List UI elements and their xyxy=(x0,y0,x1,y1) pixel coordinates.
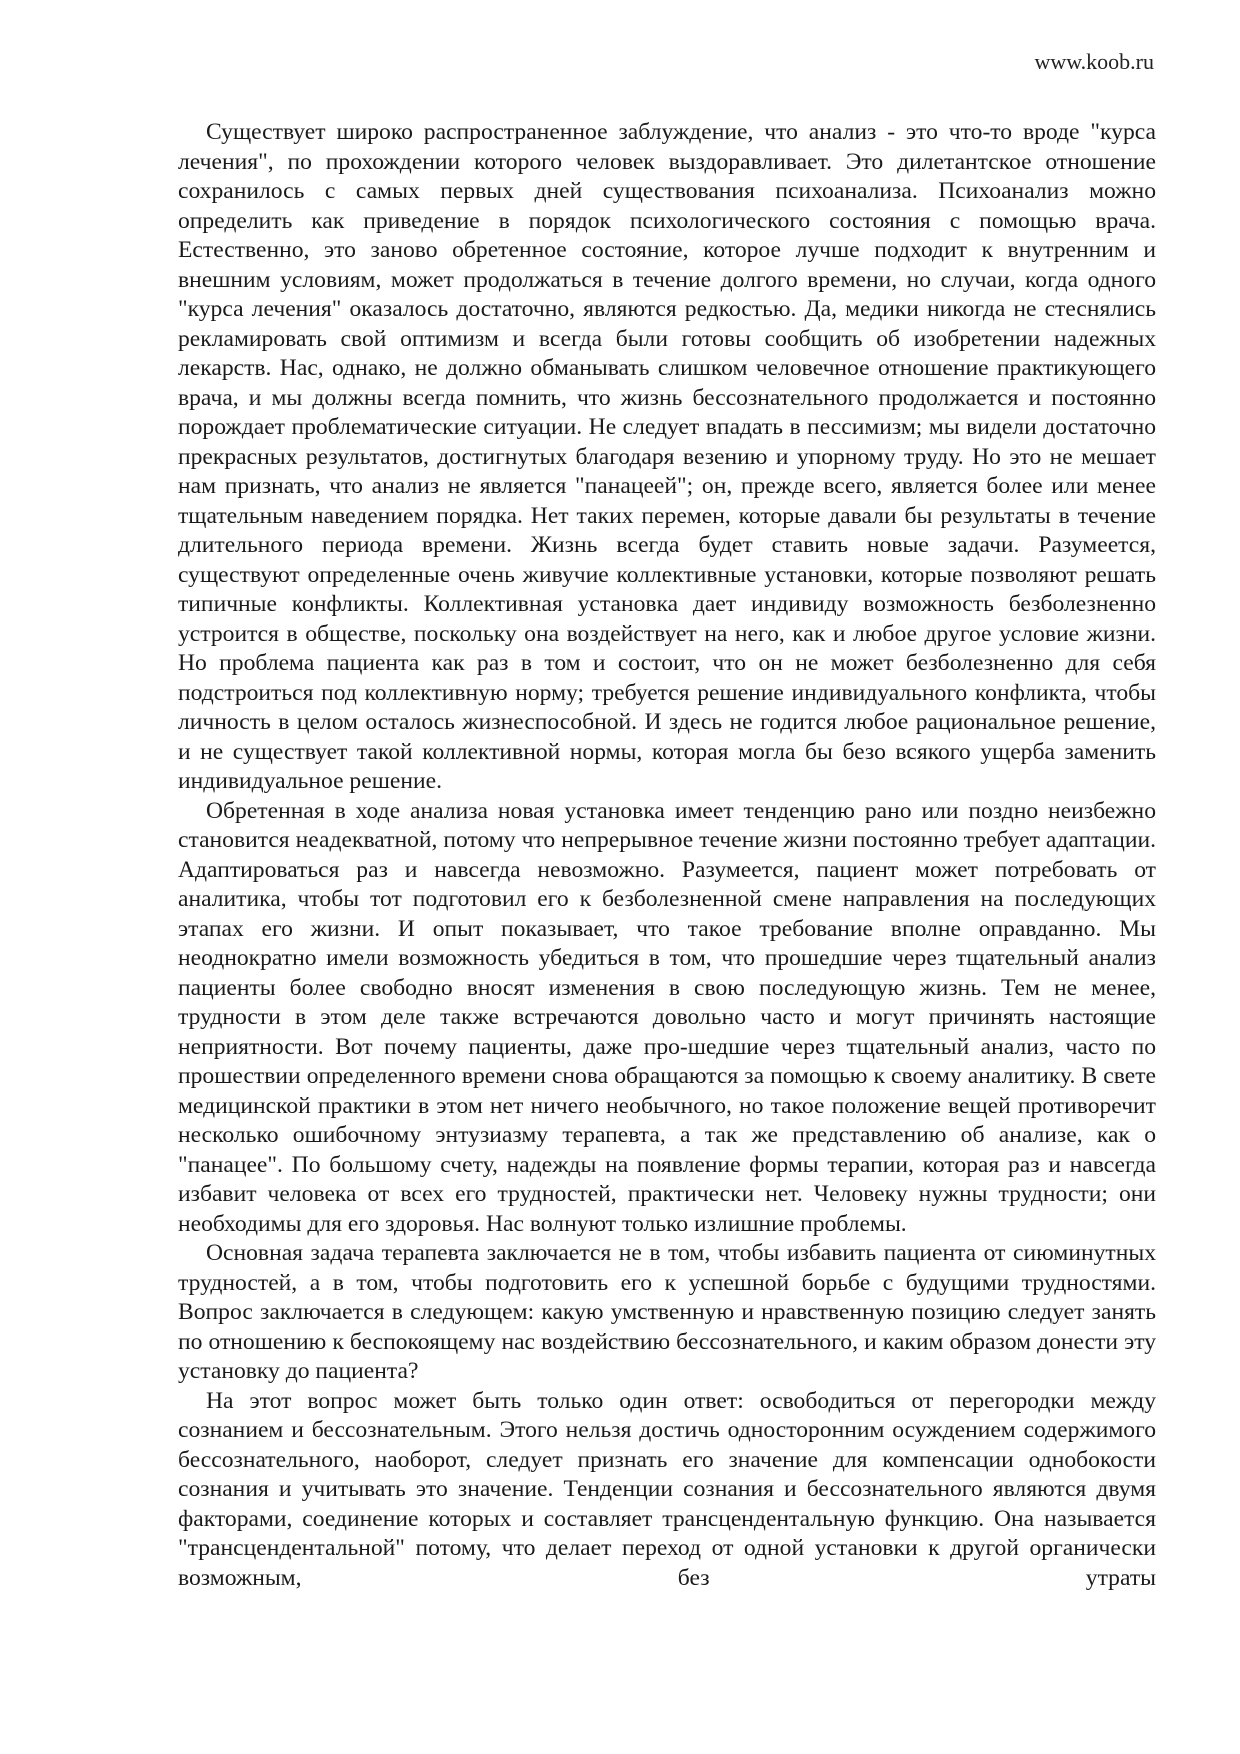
paragraph: Существует широко распространенное заблуждение, что анализ - это что-то вроде "курса лечения", по прохождении которого человек выздоравливает. Это дилетантское отношение сохранилось с самых первых дней существования психоанализа. Психоанализ можно определить как приведение в порядок психологического состояния с помощью врача. Естественно, это заново обретенное состояние, которое лучше подходит к внутренним и внешним условиям, может продолжаться в течение долгого времени, но случаи, когда одного "курса лечения" оказалось достаточно, являются редкостью. Да, медики никогда не стеснялись рекламировать свой оптимизм и всегда были готовы сообщить об изобретении надежных лекарств. Нас, однако, не должно обманывать слишком человечное отношение практикующего врача, и мы должны всегда помнить, что жизнь бессознательного продолжается и постоянно порождает проблематические ситуации. Не следует впадать в пессимизм; мы видели достаточно прекрасных результатов, достигнутых благодаря везению и упорному труду. Но это не мешает нам признать, что анализ не является "панацеей"; он, прежде всего, является более или менее тщательным наведением порядка. Нет таких перемен, которые давали бы результаты в течение длительного периода времени. Жизнь всегда будет ставить новые задачи. Разумеется, существуют определенные очень живучие коллективные установки, которые позволяют решать типичные конфликты. Коллективная установка дает индивиду возможность безболезненно устроится в обществе, поскольку она воздействует на него, как и любое другое условие жизни. Но проблема пациента как раз в том и состоит, что он не может безболезненно для себя подстроиться под коллективную норму; требуется решение индивидуального конфликта, чтобы личность в целом осталось жизнеспособной. И здесь не годится любое рациональное решение, и не существует такой коллективной нормы, которая могла бы безо всякого ущерба заменить индивидуальное решение. xyxy=(178,119,1156,794)
paragraph: Основная задача терапевта заключается не в том, чтобы избавить пациента от сиюминутных трудностей, а в том, чтобы подготовить его к успешной борьбе с будущими трудностями. Вопрос заключается в следующем: какую умственную и нравственную позицию следует занять по отношению к беспокоящему нас воздействию бессознательного, и каким образом донести эту установку до пациента? xyxy=(178,1240,1156,1384)
paragraph: Обретенная в ходе анализа новая установка имеет тенденцию рано или поздно неизбежно становится неадекватной, потому что непрерывное течение жизни постоянно требует адаптации. Адаптироваться раз и навсегда невозможно. Разумеется, пациент может потребовать от аналитика, чтобы тот подготовил его к безболезненной смене направления на последующих этапах его жизни. И опыт показывает, что такое требование вполне оправданно. Мы неоднократно имели возможность убедиться в том, что прошедшие через тщательный анализ пациенты более свободно вносят изменения в свою последующую жизнь. Тем не менее, трудности в этом деле также встречаются довольно часто и могут причинять настоящие неприятности. Вот почему пациенты, даже про-шедшие через тщательный анализ, часто по прошествии определенного времени снова обращаются за помощью к своему аналитику. В свете медицинской практики в этом нет ничего необычного, но такое положение вещей противоречит несколько ошибочному энтузиазму терапевта, а так же представлению об анализе, как о "панацее". По большому счету, надежды на появление формы терапии, которая раз и навсегда избавит человека от всех его трудностей, практически нет. Человеку нужны трудности; они необходимы для его здоровья. Нас волнуют только излишние проблемы. xyxy=(178,797,1156,1237)
body-text xyxy=(178,118,1156,1593)
paragraph: На этот вопрос может быть только один ответ: освободиться от перегородки между сознанием и бессознательным. Этого нельзя достичь односторонним осуждением содержимого бессознательного, наоборот, следует признать его значение для компенсации однобокости сознания и учитывать это значение. Тенденции сознания и бессознательного являются двумя факторами, соединение которых и составляет трансцендентальную функцию. Она называется "трансцендентальной" потому, что делает переход от одной установки к другой органически возможным, без утраты xyxy=(178,1387,1156,1591)
site-url: www.koob.ru xyxy=(1034,49,1154,74)
